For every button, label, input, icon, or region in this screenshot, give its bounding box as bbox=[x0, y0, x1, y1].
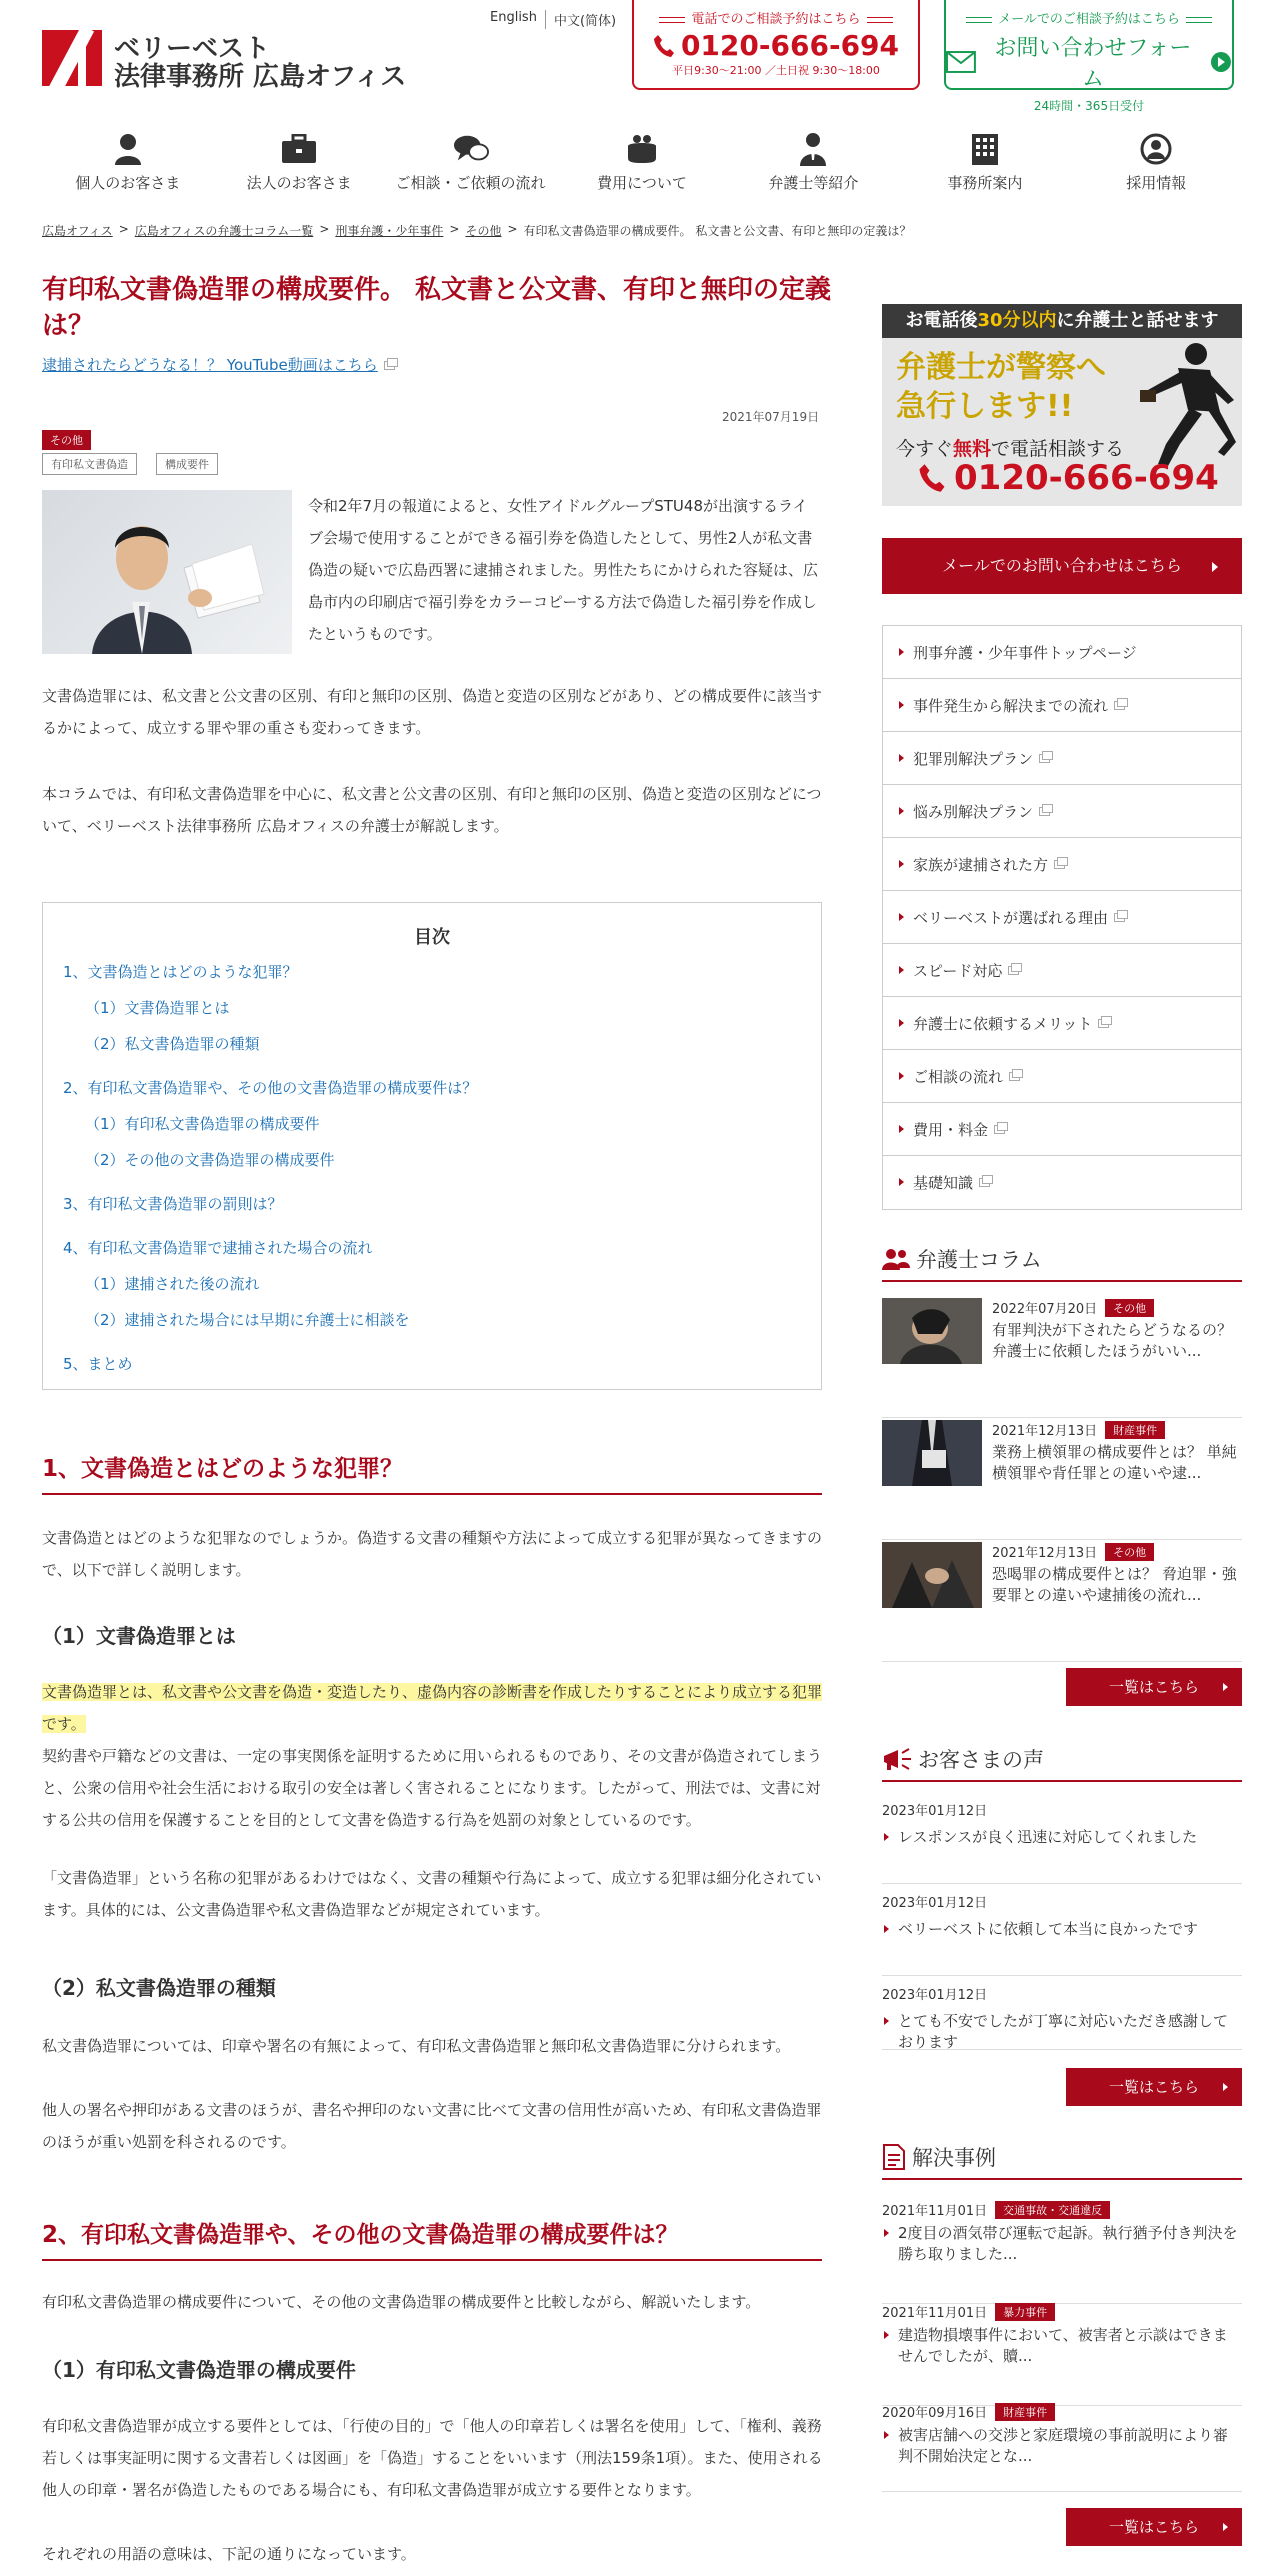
section-paragraph: 私文書偽造罪については、印章や署名の有無によって、有印私文書偽造罪と無印私文書偽造罪に分けられます。 bbox=[42, 2037, 791, 2055]
highlight-text: 文書偽造罪とは、私文書や公文書を偽造・変造したり、虚偽内容の診断書を作成したりすることにより成立する犯罪です。 bbox=[42, 1683, 823, 1733]
running-lawyer-icon bbox=[1118, 340, 1238, 470]
voice-text: とても不安でしたが丁寧に対応いただき感謝しております bbox=[882, 2011, 1242, 2053]
sidebar-item-label: 費用・料金 bbox=[913, 1120, 989, 1139]
sidebar-item-label: 家族が逮捕された方 bbox=[913, 855, 1049, 874]
toc-item[interactable]: 3、有印私文書偽造罪の罰則は？ bbox=[63, 1195, 283, 1213]
subsection-heading: （1）文書偽造罪とは bbox=[42, 1624, 236, 1648]
case-date-row bbox=[882, 2402, 1242, 2421]
phone-number-text: 0120-666-694 bbox=[680, 29, 900, 62]
section-paragraph: 「文書偽造罪」という名称の犯罪があるわけではなく、文書の種類や行為によって、成立する犯罪は細分化されています。具体的には、公文書偽造罪や私文書偽造罪などが規定されています。 bbox=[42, 1869, 822, 1919]
column-date: 2021年12月13日 bbox=[992, 1546, 1098, 1561]
column-title: 有罪判決が下されたらどうなるの？ 弁護士に依頼したほうがいい... bbox=[992, 1321, 1233, 1360]
toc-item[interactable]: （1）逮捕された後の流れ bbox=[85, 1275, 260, 1293]
category-badge[interactable]: その他 bbox=[42, 430, 91, 450]
banner-phone-number: 0120-666-694 bbox=[954, 458, 1219, 498]
banner-top-text: に弁護士と話せます bbox=[1056, 310, 1219, 331]
businessman-photo-icon bbox=[42, 490, 292, 654]
toc-title: 目次 bbox=[414, 927, 450, 948]
external-link-icon bbox=[384, 361, 395, 370]
voice-date: 2023年01月12日 bbox=[882, 1988, 988, 2003]
mail-inquiry-button[interactable]: メールでのお問い合わせはこちら bbox=[882, 538, 1242, 594]
tag-chip[interactable]: 構成要件 bbox=[156, 453, 218, 475]
phone-hours: 平日9:30〜21:00 ／土日祝 9:30〜18:00 bbox=[672, 64, 880, 77]
nav-label: 費用について bbox=[597, 174, 687, 192]
megaphone-icon bbox=[882, 1747, 912, 1771]
breadcrumb-link-other[interactable]: その他 bbox=[465, 224, 502, 238]
nav-label: 事務所案内 bbox=[947, 174, 1023, 192]
sidebar-item-consult-flow[interactable] bbox=[883, 1050, 1241, 1103]
toc-item[interactable]: （2）その他の文書偽造罪の構成要件 bbox=[85, 1151, 335, 1169]
banner-sub-text: で電話相談する bbox=[991, 438, 1125, 460]
phone-number[interactable] bbox=[634, 29, 918, 62]
breadcrumb-current: 有印私文書偽造罪の構成要件。 私文書と公文書、有印と無印の定義は？ bbox=[523, 224, 912, 238]
lang-chinese-link[interactable]: 中文(简体) bbox=[545, 10, 624, 29]
banner-subtext bbox=[896, 434, 1124, 461]
column-category-badge: 財産事件 bbox=[1105, 1421, 1165, 1439]
column-list-item[interactable] bbox=[882, 1420, 1242, 1540]
global-nav bbox=[42, 132, 1242, 202]
page-title: 有印私文書偽造罪の構成要件。 私文書と公文書、有印と無印の定義は？ bbox=[42, 275, 832, 342]
voice-text: ベリーベストに依頼して本当に良かったです bbox=[882, 1919, 1242, 1940]
section-paragraph: 文書偽造とはどのような犯罪なのでしょうか。偽造する文書の種類や方法によって成立する犯罪が異なってきますので、以下で詳しく説明します。 bbox=[42, 1529, 823, 1579]
banner-top-highlight: 30分以内 bbox=[977, 310, 1057, 331]
section-heading: 1、文書偽造とはどのような犯罪？ bbox=[42, 1450, 822, 1495]
sidebar-item-top[interactable] bbox=[883, 626, 1241, 679]
nav-individual[interactable] bbox=[42, 132, 213, 202]
sidebar-menu bbox=[882, 625, 1242, 1210]
chat-bubbles-icon bbox=[453, 133, 489, 165]
people-icon bbox=[882, 1248, 910, 1270]
banner-sub-highlight: 無料 bbox=[953, 438, 992, 460]
case-category-badge: 暴力事件 bbox=[995, 2303, 1055, 2321]
breadcrumb-link-criminal[interactable]: 刑事弁護・少年事件 bbox=[335, 224, 444, 238]
sidebar-item-speed[interactable] bbox=[883, 944, 1241, 997]
recruit-icon bbox=[1140, 133, 1172, 165]
nav-office[interactable] bbox=[899, 132, 1070, 202]
post-date: 2021年07月19日 bbox=[722, 410, 820, 424]
briefcase-icon bbox=[281, 134, 317, 164]
toc-item[interactable]: （2）私文書偽造罪の種類 bbox=[85, 1035, 260, 1053]
banner-top-text: お電話後 bbox=[905, 310, 978, 331]
banner-headline-line: 弁護士が警察へ bbox=[896, 350, 1106, 385]
sidebar-item-basics[interactable] bbox=[883, 1156, 1241, 1209]
intro-paragraph: 令和2年7月の報道によると、女性アイドルグループSTU48が出演するライブ会場で使用することができる福引券を偽造したとして、男性2人が私文書偽造の疑いで広島西署に逮捕されました。男性たちにかけられた容疑は、広島市内の印刷店で福引券をカラーコピーする方法で偽造した福引券を作成したというものです。 bbox=[308, 497, 819, 643]
column-category-badge: その他 bbox=[1105, 1543, 1154, 1561]
column-thumbnail bbox=[882, 1542, 982, 1608]
sidebar-item-label: 基礎知識 bbox=[913, 1174, 974, 1192]
case-text: 建造物損壊事件において、被害者と示談はできませんでしたが、贖... bbox=[882, 2325, 1242, 2367]
case-list-item[interactable] bbox=[882, 2200, 1242, 2304]
case-date-row bbox=[882, 2200, 1242, 2219]
column-widget-heading bbox=[882, 1244, 1242, 1282]
section-paragraph: 他人の署名や押印がある文書のほうが、書名や押印のない文書に比べて文書の信用性が高いため、有印私文書偽造罪のほうが重い処罰を科されるのです。 bbox=[42, 2101, 822, 2151]
section-paragraph: 有印私文書偽造罪の構成要件について、その他の文書偽造罪の構成要件と比較しながら、解説いたします。 bbox=[42, 2293, 761, 2311]
column-category-badge: その他 bbox=[1105, 1299, 1154, 1317]
case-text: 2度目の酒気帯び運転で起訴。執行猶予付き判決を勝ち取りました... bbox=[882, 2223, 1242, 2265]
external-link-icon bbox=[1009, 1072, 1020, 1081]
external-link-icon bbox=[1039, 754, 1050, 763]
sidebar-item-label: 弁護士に依頼するメリット bbox=[913, 1014, 1093, 1033]
case-category-badge: 交通事故・交通違反 bbox=[995, 2201, 1110, 2219]
external-link-icon bbox=[994, 1125, 1005, 1134]
sidebar-item-label: 犯罪別解決プラン bbox=[913, 749, 1034, 768]
tag-chip[interactable]: 有印私文書偽造 bbox=[42, 453, 137, 475]
mail-caption: メールでのご相談予約はこちら bbox=[946, 8, 1232, 27]
case-date-row bbox=[882, 2302, 1242, 2321]
nav-label: 弁護士等紹介 bbox=[768, 174, 859, 192]
external-link-icon bbox=[1054, 860, 1065, 869]
voice-list-item[interactable] bbox=[882, 1984, 1242, 2050]
sidebar-item-merits[interactable] bbox=[883, 997, 1241, 1050]
column-date-row bbox=[992, 1298, 1154, 1317]
toc-item[interactable]: 5、まとめ bbox=[63, 1355, 133, 1373]
language-switcher bbox=[482, 10, 624, 29]
sidebar-item-family[interactable] bbox=[883, 838, 1241, 891]
sidebar-item-label: 悩み別解決プラン bbox=[913, 802, 1034, 821]
sidebar-item-label: スピード対応 bbox=[913, 961, 1003, 980]
case-widget-heading bbox=[882, 2142, 1242, 2180]
envelope-icon bbox=[946, 51, 976, 73]
contact-form-link[interactable] bbox=[946, 31, 1232, 93]
breadcrumb-link-office[interactable]: 広島オフィス bbox=[42, 224, 113, 238]
toc-item[interactable]: 2、有印私文書偽造罪や、その他の文書偽造罪の構成要件は？ bbox=[63, 1079, 478, 1097]
case-date: 2021年11月01日 bbox=[882, 2204, 988, 2219]
voice-list-item[interactable] bbox=[882, 1892, 1242, 1976]
external-link-icon bbox=[979, 1178, 990, 1187]
voice-date: 2023年01月12日 bbox=[882, 1804, 988, 1819]
voice-widget-heading bbox=[882, 1744, 1242, 1782]
sidebar-item-flow[interactable] bbox=[883, 679, 1241, 732]
column-widget-title: 弁護士コラム bbox=[916, 1248, 1042, 1272]
section-heading: 2、有印私文書偽造罪や、その他の文書偽造罪の構成要件は？ bbox=[42, 2216, 822, 2261]
lang-english-link[interactable]: English bbox=[490, 10, 537, 25]
case-widget-title: 解決事例 bbox=[912, 2146, 996, 2170]
logo-text-office[interactable]: 法律事務所 広島オフィス bbox=[114, 62, 407, 92]
toc-item[interactable]: （2）逮捕された場合には早期に弁護士に相談を bbox=[85, 1311, 410, 1329]
external-link-icon bbox=[1039, 807, 1050, 816]
voice-date: 2023年01月12日 bbox=[882, 1896, 988, 1911]
case-list-item[interactable] bbox=[882, 2402, 1242, 2492]
banner-phone[interactable] bbox=[918, 458, 1219, 498]
youtube-video-link-text: 逮捕されたらどうなる！？ YouTube動画はこちら bbox=[42, 356, 378, 374]
column-title: 業務上横領罪の構成要件とは？ 単純横領罪や背任罪との違いや逮... bbox=[992, 1443, 1237, 1482]
breadcrumb-separator: > bbox=[449, 222, 460, 236]
person-icon bbox=[113, 133, 143, 165]
logo-text-brand[interactable]: ベリーベスト bbox=[114, 34, 271, 64]
case-list-item[interactable] bbox=[882, 2302, 1242, 2406]
sidebar-item-worry-plan[interactable] bbox=[883, 785, 1241, 838]
nav-label: 採用情報 bbox=[1126, 174, 1187, 192]
column-date: 2021年12月13日 bbox=[992, 1424, 1098, 1439]
banner-headline-line: 急行します!! bbox=[896, 389, 1074, 424]
highlighted-definition bbox=[42, 1676, 832, 1740]
youtube-video-link[interactable] bbox=[42, 354, 395, 375]
phone-caption: 電話でのご相談予約はこちら bbox=[634, 8, 918, 27]
voice-list-more-button[interactable]: 一覧はこちら bbox=[1066, 2068, 1242, 2106]
phone-icon bbox=[653, 34, 675, 58]
building-icon bbox=[970, 133, 1000, 165]
voice-list-item[interactable] bbox=[882, 1800, 1242, 1884]
section-paragraph: 契約書や戸籍などの文書は、一定の事実関係を証明するために用いられるものであり、その文書が偽造されてしまうと、公衆の信用や社会生活における取引の安全は著しく害されることになります。したがって、刑法では、文書に対する公共の信用を保護することを目的として文書を偽造する行為を処罰の対象としているのです。 bbox=[42, 1747, 823, 1829]
case-date: 2020年09月16日 bbox=[882, 2406, 988, 2421]
lawyer-icon bbox=[798, 132, 828, 166]
section-paragraph: それぞれの用語の意味は、下記の通りになっています。 bbox=[42, 2545, 416, 2563]
section-paragraph: 有印私文書偽造罪が成立する要件としては、「行使の目的」で「他人の印章若しくは署名を使用」して、「権利、義務若しくは事実証明に関する文書若しくは図画」を「偽造」することをいいます（刑法159条1項）。また、使用される他人の印章・署名が偽造したものである場合にも、有印私文書偽造罪が成立する要件となります。 bbox=[42, 2417, 823, 2499]
external-link-icon bbox=[1114, 701, 1125, 710]
contact-form-label: お問い合わせフォーム bbox=[994, 36, 1192, 92]
breadcrumb-separator: > bbox=[118, 222, 129, 236]
column-list-item[interactable] bbox=[882, 1298, 1242, 1418]
nav-recruit[interactable] bbox=[1071, 132, 1242, 202]
phone-icon bbox=[918, 463, 946, 493]
sidebar-item-label: 事件発生から解決までの流れ bbox=[913, 696, 1109, 715]
sidebar-item-fees[interactable] bbox=[883, 1103, 1241, 1156]
column-list-item[interactable] bbox=[882, 1542, 1242, 1662]
sidebar-item-crime-plan[interactable] bbox=[883, 732, 1241, 785]
banner-headline bbox=[896, 348, 1106, 426]
document-icon bbox=[882, 2143, 906, 2171]
article-hero-image bbox=[42, 490, 292, 654]
sidebar-item-label: ご相談の流れ bbox=[913, 1067, 1004, 1086]
breadcrumb-separator: > bbox=[507, 222, 518, 236]
logo-mark[interactable] bbox=[42, 30, 102, 86]
external-link-icon bbox=[1098, 1019, 1109, 1028]
arrow-circle-icon bbox=[1210, 51, 1232, 73]
column-list-more-button[interactable]: 一覧はこちら bbox=[1066, 1668, 1242, 1706]
column-date: 2022年07月20日 bbox=[992, 1302, 1098, 1317]
phone-reservation-box[interactable] bbox=[632, 0, 920, 90]
column-date-row bbox=[992, 1542, 1154, 1561]
sidebar-item-reasons[interactable] bbox=[883, 891, 1241, 944]
nav-consult-flow[interactable] bbox=[385, 132, 556, 202]
voice-text: レスポンスが良く迅速に対応してくれました bbox=[882, 1827, 1242, 1848]
nav-label: ご相談・ご依頼の流れ bbox=[395, 174, 546, 192]
external-link-icon bbox=[1114, 913, 1125, 922]
sidebar-item-label: 刑事弁護・少年事件トップページ bbox=[913, 643, 1137, 662]
mail-hours: 24時間・365日受付 bbox=[1033, 99, 1145, 113]
intro-paragraph: 文書偽造罪には、私文書と公文書の区別、有印と無印の区別、偽造と変造の区別などがあり、どの構成要件に該当するかによって、成立する罪や罪の重さも変わってきます。 bbox=[42, 687, 823, 737]
external-link-icon bbox=[1008, 966, 1019, 975]
banner-sub-text: 今すぐ bbox=[896, 438, 954, 460]
phone-consult-banner[interactable] bbox=[882, 304, 1242, 506]
case-text: 被害店舗への交渉と家庭環境の事前説明により審判不開始決定とな... bbox=[882, 2425, 1242, 2467]
case-list-more-button[interactable]: 一覧はこちら bbox=[1066, 2508, 1242, 2546]
toc-item[interactable]: 4、有印私文書偽造罪で逮捕された場合の流れ bbox=[63, 1239, 373, 1257]
breadcrumb-separator: > bbox=[319, 222, 330, 236]
subsection-heading: （1）有印私文書偽造罪の構成要件 bbox=[42, 2358, 356, 2382]
column-date-row bbox=[992, 1420, 1165, 1439]
breadcrumb-link-columns[interactable]: 広島オフィスの弁護士コラム一覧 bbox=[134, 224, 314, 238]
toc-item[interactable]: 1、文書偽造とはどのような犯罪？ bbox=[63, 963, 298, 981]
nav-fees[interactable] bbox=[556, 132, 727, 202]
sidebar-item-label: ベリーベストが選ばれる理由 bbox=[913, 908, 1109, 927]
toc-item[interactable]: （1）文書偽造罪とは bbox=[85, 999, 230, 1017]
nav-label: 法人のお客さま bbox=[246, 174, 352, 192]
banner-top-bar bbox=[882, 304, 1242, 338]
subsection-heading: （2）私文書偽造罪の種類 bbox=[42, 1976, 276, 2000]
column-title: 恐喝罪の構成要件とは？ 脅迫罪・強要罪との違いや逮捕後の流れ... bbox=[992, 1565, 1237, 1604]
breadcrumb bbox=[42, 222, 911, 239]
table-of-contents bbox=[42, 902, 822, 1390]
toc-item[interactable]: （1）有印私文書偽造罪の構成要件 bbox=[85, 1115, 320, 1133]
nav-label: 個人のお客さま bbox=[75, 174, 181, 192]
nav-lawyers[interactable] bbox=[728, 132, 899, 202]
column-thumbnail bbox=[882, 1298, 982, 1364]
intro-paragraph: 本コラムでは、有印私文書偽造罪を中心に、私文書と公文書の区別、有印と無印の区別、偽造と変造の区別などについて、ベリーベスト法律事務所 広島オフィスの弁護士が解説します。 bbox=[42, 785, 822, 835]
column-thumbnail bbox=[882, 1420, 982, 1486]
purse-icon bbox=[625, 134, 659, 164]
case-date: 2021年11月01日 bbox=[882, 2306, 988, 2321]
voice-widget-title: お客さまの声 bbox=[918, 1748, 1044, 1772]
nav-corporate[interactable] bbox=[213, 132, 384, 202]
case-category-badge: 財産事件 bbox=[995, 2403, 1055, 2421]
mail-reservation-box[interactable] bbox=[944, 0, 1234, 113]
